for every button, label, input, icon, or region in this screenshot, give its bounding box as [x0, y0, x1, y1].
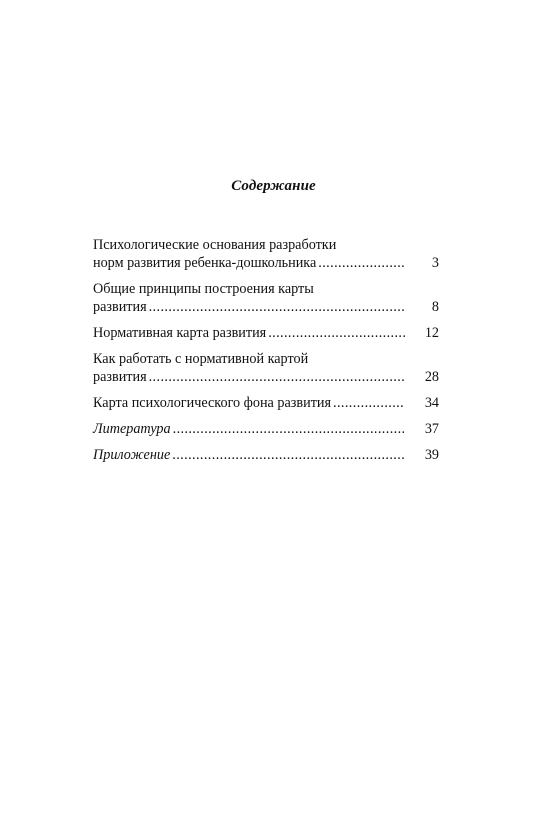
dot-leader	[171, 420, 405, 438]
toc-entry-text: развития	[93, 299, 147, 315]
toc-entry-text: норм развития ребенка-дошкольника	[93, 255, 317, 271]
dot-leader	[147, 368, 405, 386]
toc-page-number: 39	[424, 447, 439, 463]
toc-entry-text: Как работать с нормативной картой	[93, 351, 309, 367]
toc-page-number: 28	[424, 369, 439, 385]
toc-entry-appendix[interactable]	[93, 446, 439, 464]
toc-entry-text: Нормативная карта развития	[93, 325, 267, 341]
dot-leader	[170, 446, 405, 464]
dot-leader	[316, 254, 405, 272]
table-of-contents	[93, 236, 439, 472]
toc-page-number: 8	[431, 299, 439, 315]
toc-page-number: 3	[431, 255, 439, 271]
toc-entry-how-to-work[interactable]	[93, 350, 439, 386]
toc-entry-literature[interactable]	[93, 420, 439, 438]
toc-page-number: 34	[424, 395, 439, 411]
toc-entry-text: Общие принципы построения карты	[93, 281, 314, 297]
toc-entry-psychological-background[interactable]	[93, 394, 439, 412]
toc-entry-text: Приложение	[93, 447, 171, 463]
toc-entry-general-principles[interactable]	[93, 280, 439, 316]
toc-entry-text: Литература	[93, 421, 171, 437]
toc-entry-normative-map[interactable]	[93, 324, 439, 342]
toc-entry-text: Психологические основания разработки	[93, 237, 337, 253]
page-title: Содержание	[231, 178, 316, 194]
toc-page-number: 12	[424, 325, 439, 341]
toc-entry-psychological-foundations[interactable]	[93, 236, 439, 272]
dot-leader	[147, 298, 405, 316]
toc-entry-text: развития	[93, 369, 147, 385]
toc-page-number: 37	[424, 421, 439, 437]
toc-entry-text: Карта психологического фона развития	[93, 395, 332, 411]
dot-leader	[331, 394, 405, 412]
dot-leader	[266, 324, 405, 342]
